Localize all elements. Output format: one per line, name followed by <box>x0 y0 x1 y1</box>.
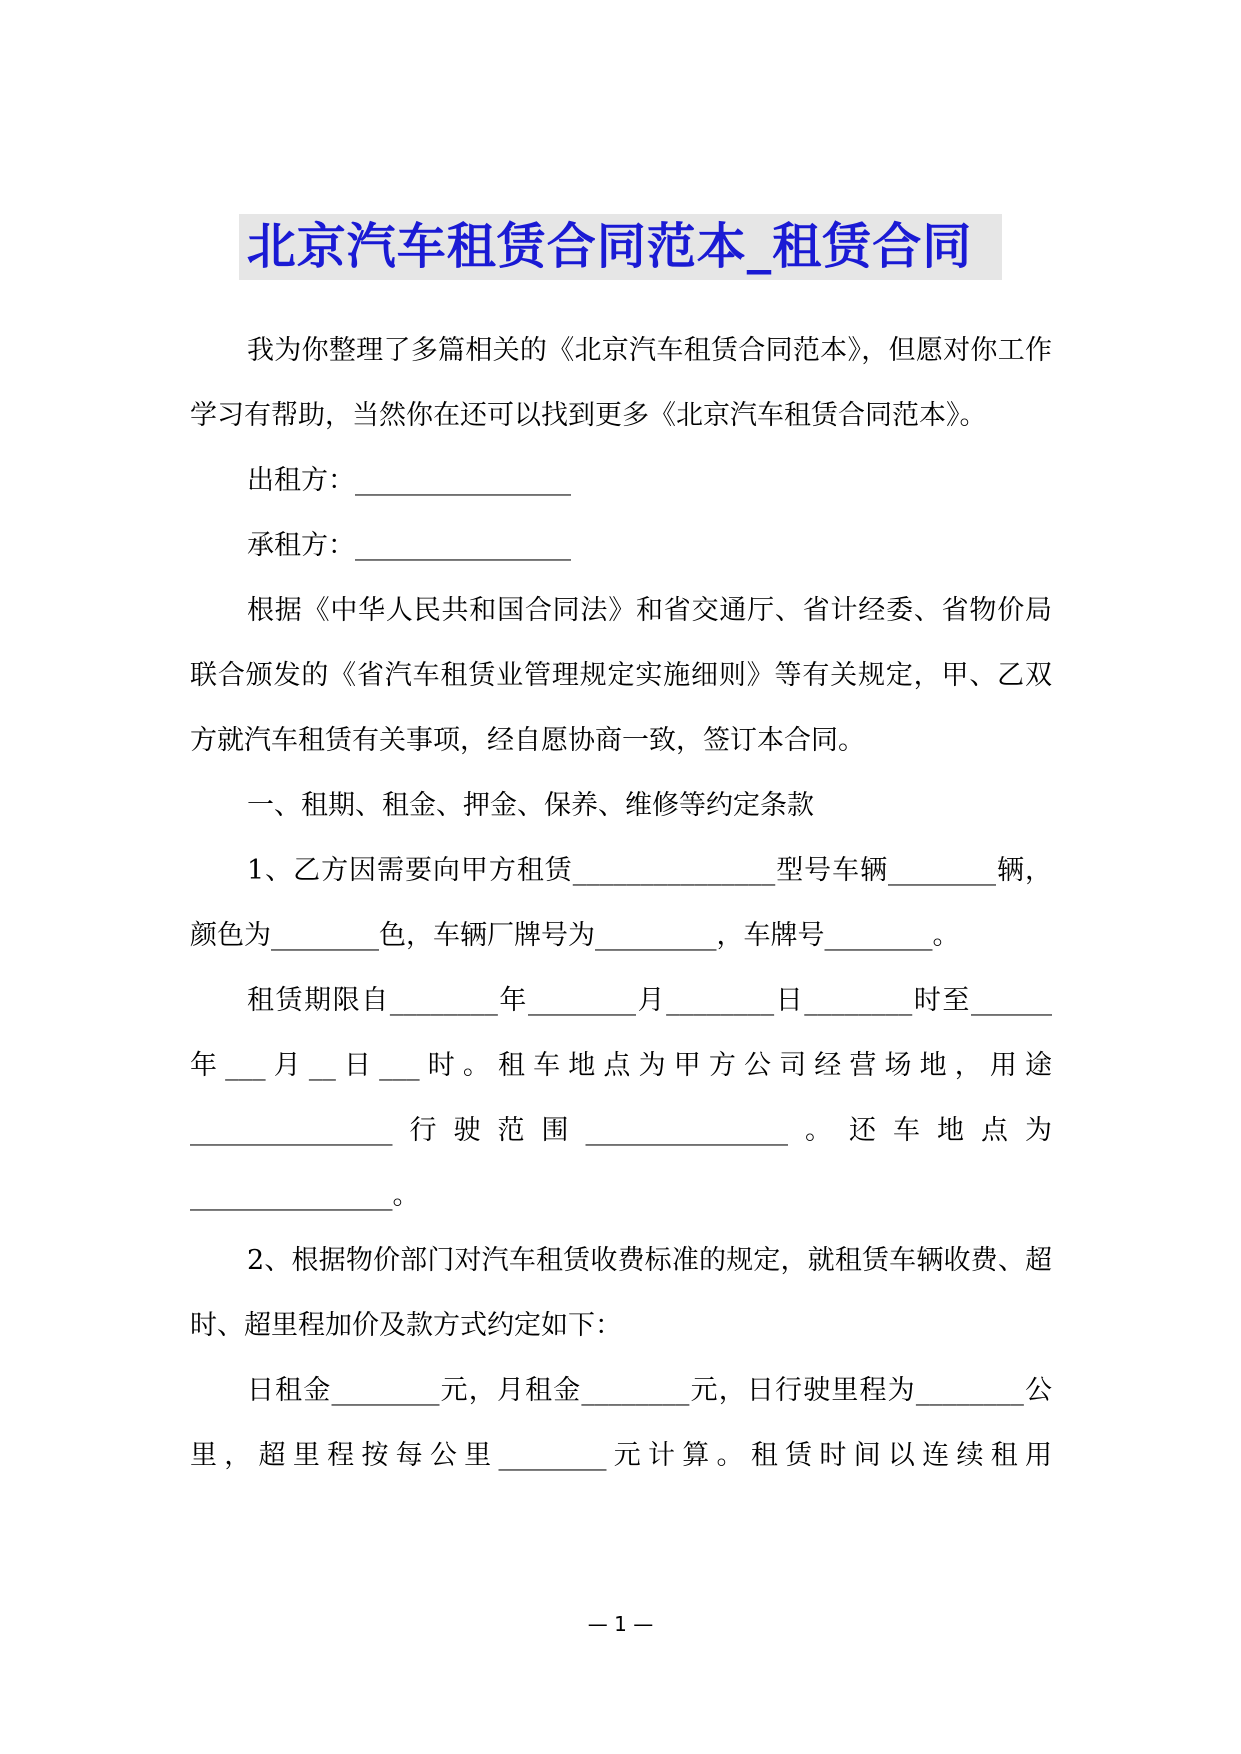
paragraph-lessee: 承租方：________________ <box>247 530 571 561</box>
paragraph-lessor: 出租方：________________ <box>247 465 571 496</box>
paragraph-clause-1: 1、乙方因需要向甲方租赁_______________型号车辆________辆，颜色为________色，车辆厂牌号为_________，车牌号________。 <box>190 855 1052 951</box>
paragraph-intro: 我为你整理了多篇相关的《北京汽车租赁合同范本》，但愿对你工作学习有帮助，当然你在还可以找到更多《北京汽车租赁合同范本》。 <box>190 335 1052 431</box>
paragraph-section-one: 一、租期、租金、押金、保养、维修等约定条款 <box>247 790 814 821</box>
document-body <box>190 318 1052 1488</box>
document-title: 北京汽车租赁合同范本_租赁合同 <box>239 214 1003 280</box>
title-container <box>0 214 1241 280</box>
paragraph-lease-period: 租赁期限自________年________月________日________时至______年___月__日___时。租车地点为甲方公司经营场地，用途_______________行驶范围_______________。还车地点为_______________。 <box>190 985 1052 1211</box>
paragraph-rent: 日租金________元，月租金________元，日行驶里程为________公里，超里程按每公里________元计算。租赁时间以连续租用 <box>190 1375 1052 1471</box>
page-number: — 1 — <box>587 1612 654 1636</box>
paragraph-basis: 根据《中华人民共和国合同法》和省交通厅、省计经委、省物价局联合颁发的《省汽车租赁业管理规定实施细则》等有关规定，甲、乙双方就汽车租赁有关事项，经自愿协商一致，签订本合同。 <box>190 595 1052 756</box>
paragraph-clause-2: 2、根据物价部门对汽车租赁收费标准的规定，就租赁车辆收费、超时、超里程加价及款方式约定如下： <box>190 1245 1052 1341</box>
